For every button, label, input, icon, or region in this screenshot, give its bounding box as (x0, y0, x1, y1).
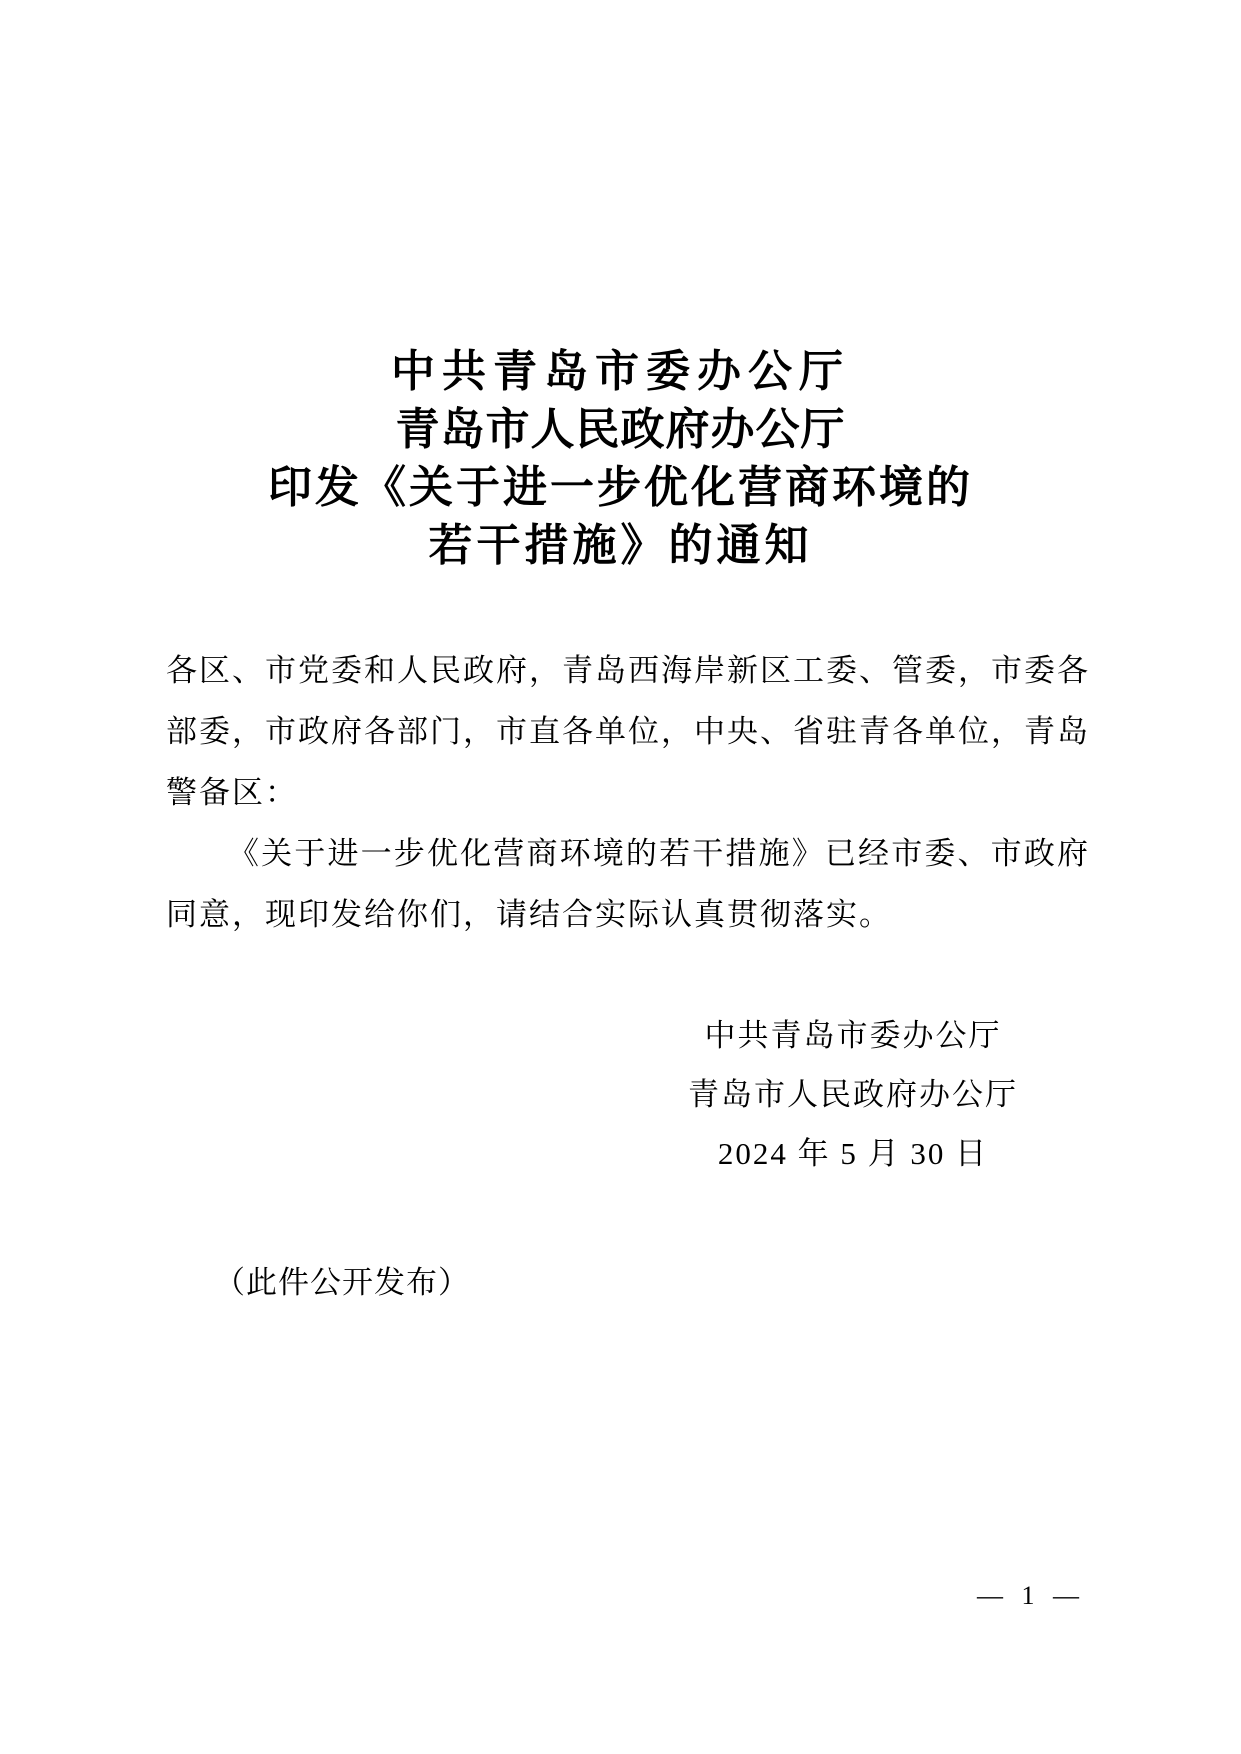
signature-org-1: 中共青岛市委办公厅 (704, 1018, 1002, 1053)
title-line-3: 印发《关于进一步优化营商环境的 (268, 463, 973, 512)
title-line-4: 若干措施》的通知 (428, 521, 813, 570)
title-line-1: 中共青岛市委办公厅 (391, 347, 850, 396)
main-paragraph-line-2: 同意，现印发给你们，请结合实际认真贯彻落实。 (166, 897, 892, 932)
main-paragraph-line-1: 《关于进一步优化营商环境的若干措施》已经市委、市政府 (228, 836, 1090, 871)
salutation-line-2: 部委，市政府各部门，市直各单位，中央、省驻青各单位，青岛 (166, 714, 1090, 749)
salutation-line-3: 警备区： (166, 775, 298, 810)
title-line-2: 青岛市人民政府办公厅 (395, 405, 846, 454)
signature-block (683, 1006, 1023, 1183)
public-release-note: （此件公开发布） (214, 1265, 470, 1300)
salutation-line-1: 各区、市党委和人民政府，青岛西海岸新区工委、管委，市委各 (166, 653, 1090, 688)
document-body (166, 640, 1090, 945)
signature-date: 2024 年 5 月 30 日 (717, 1136, 989, 1171)
document-title (0, 343, 1241, 575)
signature-org-2: 青岛市人民政府办公厅 (688, 1077, 1018, 1112)
page-number: — 1 — (977, 1581, 1085, 1610)
